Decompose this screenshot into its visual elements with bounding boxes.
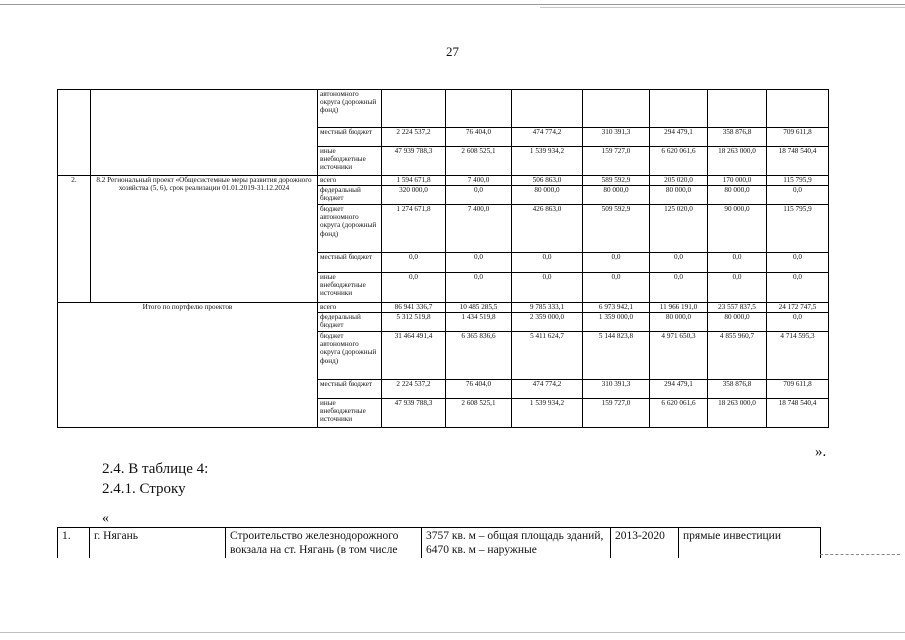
value-cell — [708, 90, 767, 128]
amendment-heading: 2.4. В таблице 4: — [102, 461, 209, 477]
value-cell: 0,0 — [767, 253, 829, 273]
value-cell: 18 263 000,0 — [708, 399, 767, 428]
capacity-cell: 3757 кв. м – общая площадь зданий, 6470 кв. м – наружные — [422, 528, 611, 559]
value-cell: 0,0 — [708, 253, 767, 273]
value-cell: 47 939 788,3 — [382, 147, 446, 176]
value-cell: 115 795,9 — [767, 205, 829, 253]
value-cell: 506 863,0 — [512, 176, 583, 186]
value-cell: 474 774,2 — [512, 380, 583, 399]
value-cell: 294 479,1 — [650, 380, 708, 399]
value-cell: 709 611,8 — [767, 380, 829, 399]
source-cell: бюджет автономного округа (дорожный фонд) — [318, 205, 382, 253]
value-cell: 0,0 — [583, 273, 650, 303]
value-cell: 5 144 823,8 — [583, 332, 650, 380]
value-cell: 0,0 — [650, 273, 708, 303]
object-cell: Строительство железнодорожного вокзала на ст. Нягань (в том числе — [226, 528, 422, 559]
opening-quote-mark: « — [102, 511, 109, 526]
source-cell: местный бюджет — [318, 380, 382, 399]
value-cell: 2 224 537,2 — [382, 128, 446, 147]
value-cell: 10 485 285,5 — [446, 303, 512, 313]
value-cell — [583, 90, 650, 128]
value-cell: 24 172 747,5 — [767, 303, 829, 313]
value-cell: 7 400,0 — [446, 176, 512, 186]
value-cell — [446, 90, 512, 128]
project-cell: 8.2 Региональный проект «Общесистемные меры развития дорожного хозяйства (5, 6), срок реализации 01.01.2019-31.12.2024 — [91, 176, 318, 303]
value-cell: 0,0 — [767, 186, 829, 205]
scan-edge-top-2 — [540, 7, 905, 8]
value-cell: 1 434 519,8 — [446, 313, 512, 332]
value-cell: 80 000,0 — [650, 186, 708, 205]
value-cell: 1 359 000,0 — [583, 313, 650, 332]
row-number-cell — [58, 90, 91, 176]
source-cell: автономного округа (дорожный фонд) — [318, 90, 382, 128]
value-cell — [650, 90, 708, 128]
source-cell: иные внебюджетные источники — [318, 147, 382, 176]
page-number: 27 — [446, 44, 459, 59]
source-cell: всего — [318, 303, 382, 313]
value-cell: 0,0 — [446, 186, 512, 205]
closing-quote-mark: ». — [815, 444, 827, 460]
table-row — [58, 303, 829, 313]
value-cell: 205 020,0 — [650, 176, 708, 186]
value-cell: 589 592,9 — [583, 176, 650, 186]
value-cell: 159 727,0 — [583, 399, 650, 428]
value-cell: 0,0 — [583, 253, 650, 273]
value-cell: 1 539 934,2 — [512, 399, 583, 428]
value-cell: 2 608 525,1 — [446, 147, 512, 176]
value-cell: 0,0 — [382, 273, 446, 303]
value-cell: 47 939 788,3 — [382, 399, 446, 428]
value-cell: 2 608 525,1 — [446, 399, 512, 428]
period-cell: 2013-2020 — [611, 528, 679, 559]
value-cell: 4 971 650,3 — [650, 332, 708, 380]
source-cell: федеральный бюджет — [318, 186, 382, 205]
value-cell: 18 748 540,4 — [767, 399, 829, 428]
value-cell: 9 785 333,1 — [512, 303, 583, 313]
value-cell: 125 020,0 — [650, 205, 708, 253]
value-cell: 0,0 — [708, 273, 767, 303]
value-cell: 170 000,0 — [708, 176, 767, 186]
value-cell: 80 000,0 — [708, 313, 767, 332]
value-cell: 0,0 — [767, 313, 829, 332]
value-cell: 310 391,3 — [583, 380, 650, 399]
value-cell: 115 795,9 — [767, 176, 829, 186]
scan-edge-top — [0, 4, 905, 5]
table4-excerpt — [57, 527, 821, 558]
value-cell: 80 000,0 — [583, 186, 650, 205]
value-cell: 0,0 — [767, 273, 829, 303]
project-cell — [91, 90, 318, 176]
value-cell: 294 479,1 — [650, 128, 708, 147]
value-cell — [382, 90, 446, 128]
value-cell: 76 404,0 — [446, 128, 512, 147]
value-cell: 90 000,0 — [708, 205, 767, 253]
value-cell: 11 966 191,0 — [650, 303, 708, 313]
value-cell: 358 876,8 — [708, 380, 767, 399]
value-cell: 2 359 000,0 — [512, 313, 583, 332]
value-cell: 0,0 — [512, 253, 583, 273]
source-cell: местный бюджет — [318, 253, 382, 273]
value-cell: 1 539 934,2 — [512, 147, 583, 176]
scan-edge-bottom — [0, 632, 905, 633]
amendment-subheading: 2.4.1. Строку — [102, 481, 186, 497]
value-cell: 7 400,0 — [446, 205, 512, 253]
value-cell: 18 263 000,0 — [708, 147, 767, 176]
value-cell: 31 464 491,4 — [382, 332, 446, 380]
value-cell: 0,0 — [382, 253, 446, 273]
budget-table — [57, 89, 829, 428]
source-cell: федеральный бюджет — [318, 313, 382, 332]
value-cell: 0,0 — [650, 253, 708, 273]
value-cell: 6 620 061,6 — [650, 399, 708, 428]
value-cell: 5 312 519,8 — [382, 313, 446, 332]
value-cell — [512, 90, 583, 128]
source-cell: местный бюджет — [318, 128, 382, 147]
value-cell: 159 727,0 — [583, 147, 650, 176]
investment-type-cell: прямые инвестиции — [679, 528, 821, 559]
value-cell: 5 411 624,7 — [512, 332, 583, 380]
city-cell: г. Нягань — [90, 528, 226, 559]
value-cell: 509 592,9 — [583, 205, 650, 253]
source-cell: всего — [318, 176, 382, 186]
value-cell: 76 404,0 — [446, 380, 512, 399]
value-cell: 23 557 837,5 — [708, 303, 767, 313]
value-cell: 426 863,0 — [512, 205, 583, 253]
value-cell: 18 748 540,4 — [767, 147, 829, 176]
row-number-cell: 1. — [58, 528, 90, 559]
value-cell: 0,0 — [512, 273, 583, 303]
value-cell: 0,0 — [446, 273, 512, 303]
value-cell: 6 365 836,6 — [446, 332, 512, 380]
table-row — [58, 90, 829, 128]
table-row — [58, 528, 821, 559]
source-cell: иные внебюджетные источники — [318, 399, 382, 428]
value-cell: 310 391,3 — [583, 128, 650, 147]
value-cell: 80 000,0 — [708, 186, 767, 205]
row-number-cell: 2. — [58, 176, 91, 303]
value-cell: 4 855 960,7 — [708, 332, 767, 380]
value-cell: 6 973 942,1 — [583, 303, 650, 313]
source-cell: бюджет автономного округа (дорожный фонд) — [318, 332, 382, 380]
dashed-rule — [820, 554, 900, 555]
value-cell: 6 620 061,6 — [650, 147, 708, 176]
total-label-cell: Итого по портфелю проектов — [58, 303, 318, 428]
value-cell: 358 876,8 — [708, 128, 767, 147]
value-cell: 709 611,8 — [767, 128, 829, 147]
value-cell: 474 774,2 — [512, 128, 583, 147]
value-cell — [767, 90, 829, 128]
value-cell: 0,0 — [446, 253, 512, 273]
value-cell: 4 714 595,3 — [767, 332, 829, 380]
value-cell: 80 000,0 — [650, 313, 708, 332]
value-cell: 2 224 537,2 — [382, 380, 446, 399]
value-cell: 1 594 671,8 — [382, 176, 446, 186]
table-row — [58, 176, 829, 186]
value-cell: 1 274 671,8 — [382, 205, 446, 253]
value-cell: 320 000,0 — [382, 186, 446, 205]
source-cell: иные внебюджетные источники — [318, 273, 382, 303]
value-cell: 80 000,0 — [512, 186, 583, 205]
value-cell: 86 941 336,7 — [382, 303, 446, 313]
